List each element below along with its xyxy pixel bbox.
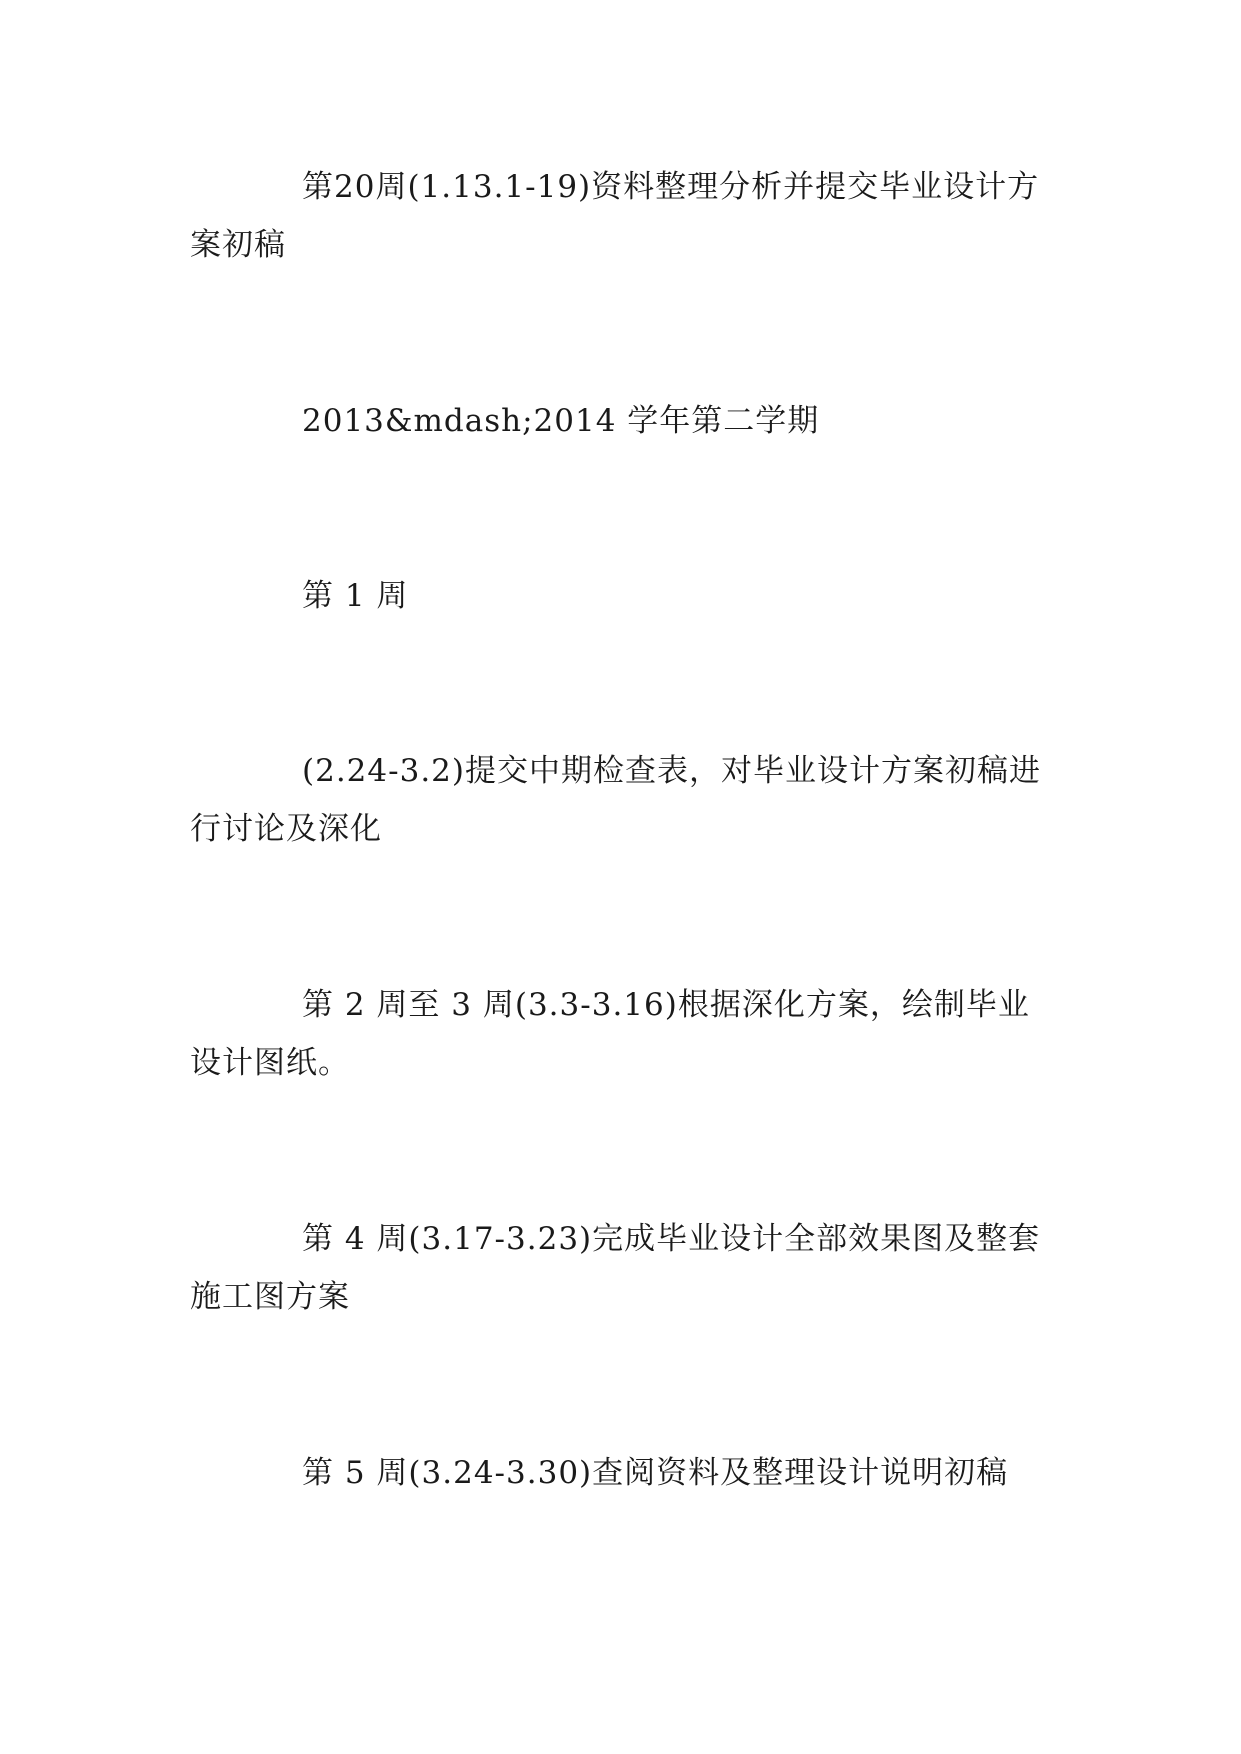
paragraph-week-2-3: 第 2 周至 3 周(3.3-3.16)根据深化方案，绘制毕业设计图纸。 xyxy=(190,987,1030,1081)
paragraph-semester-heading: 2013&mdash;2014 学年第二学期 xyxy=(302,403,820,439)
paragraph-week-4: 第 4 周(3.17-3.23)完成毕业设计全部效果图及整套施工图方案 xyxy=(190,1221,1041,1315)
paragraph-midterm-check: (2.24-3.2)提交中期检查表，对毕业设计方案初稿进行讨论及深化 xyxy=(190,753,1041,847)
paragraph-week-20: 第20周(1.13.1-19)资料整理分析并提交毕业设计方案初稿 xyxy=(190,169,1040,263)
paragraph-week-1: 第 1 周 xyxy=(302,578,409,614)
paragraph-week-5: 第 5 周(3.24-3.30)查阅资料及整理设计说明初稿 xyxy=(302,1455,1009,1491)
